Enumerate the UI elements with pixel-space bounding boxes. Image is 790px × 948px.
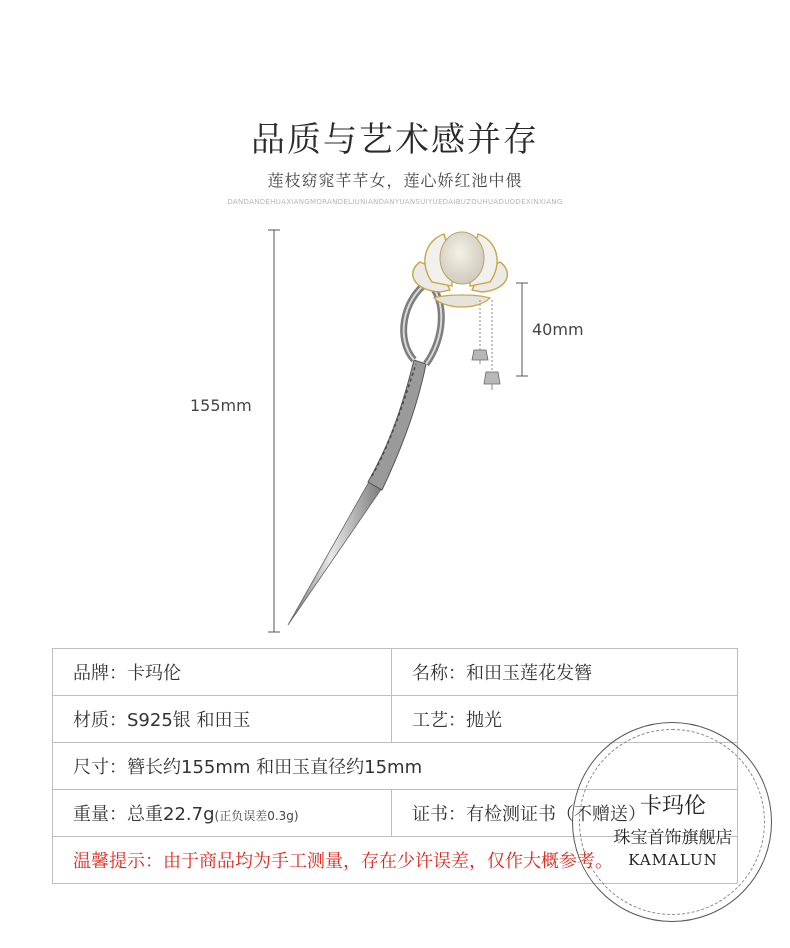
store-seal-watermark	[572, 722, 772, 922]
spec-notice: 温馨提示：由于商品均为手工测量，存在少许误差，仅作大概参考。	[53, 837, 738, 884]
tassel-dimension-label: 40mm	[532, 320, 584, 339]
hairpin-stick	[288, 282, 441, 625]
length-dimension-line	[268, 230, 280, 632]
spec-craft: 工艺：抛光	[392, 696, 738, 743]
spec-certificate: 证书：有检测证书（不赠送）	[392, 790, 738, 837]
spec-weight: 重量：总重22.7g	[73, 804, 215, 825]
spec-weight-cell	[53, 790, 392, 837]
page-subtitle: 莲枝窈窕芊芊女，莲心娇红池中偎	[267, 171, 523, 190]
length-dimension-label: 155mm	[190, 396, 252, 415]
spec-name: 名称：和田玉莲花发簪	[392, 649, 738, 696]
seal-store-name: 珠宝首饰旗舰店	[613, 828, 733, 848]
spec-weight-note: (正负误差0.3g)	[214, 809, 299, 823]
seal-brand-name: 卡玛伦	[639, 794, 706, 819]
spec-brand: 品牌：卡玛伦	[53, 649, 392, 696]
seal-inner-ring	[579, 729, 765, 915]
lotus-flower	[413, 232, 508, 307]
tassel-dimension-line	[516, 283, 528, 376]
spec-material: 材质：S925银 和田玉	[53, 696, 392, 743]
page-title: 品质与艺术感并存	[251, 120, 539, 160]
spec-size: 尺寸：簪长约155mm 和田玉直径约15mm	[53, 743, 738, 790]
tassel-chain	[472, 300, 500, 390]
pinyin-caption: DANDANDEHUAXIANGMORANDELIUNIANDANYUANSUIYUEDAIBUZOUHUADUODEXINXIANG	[227, 198, 563, 206]
seal-latin-name: KAMALUN	[628, 851, 718, 869]
table-row	[53, 649, 738, 696]
